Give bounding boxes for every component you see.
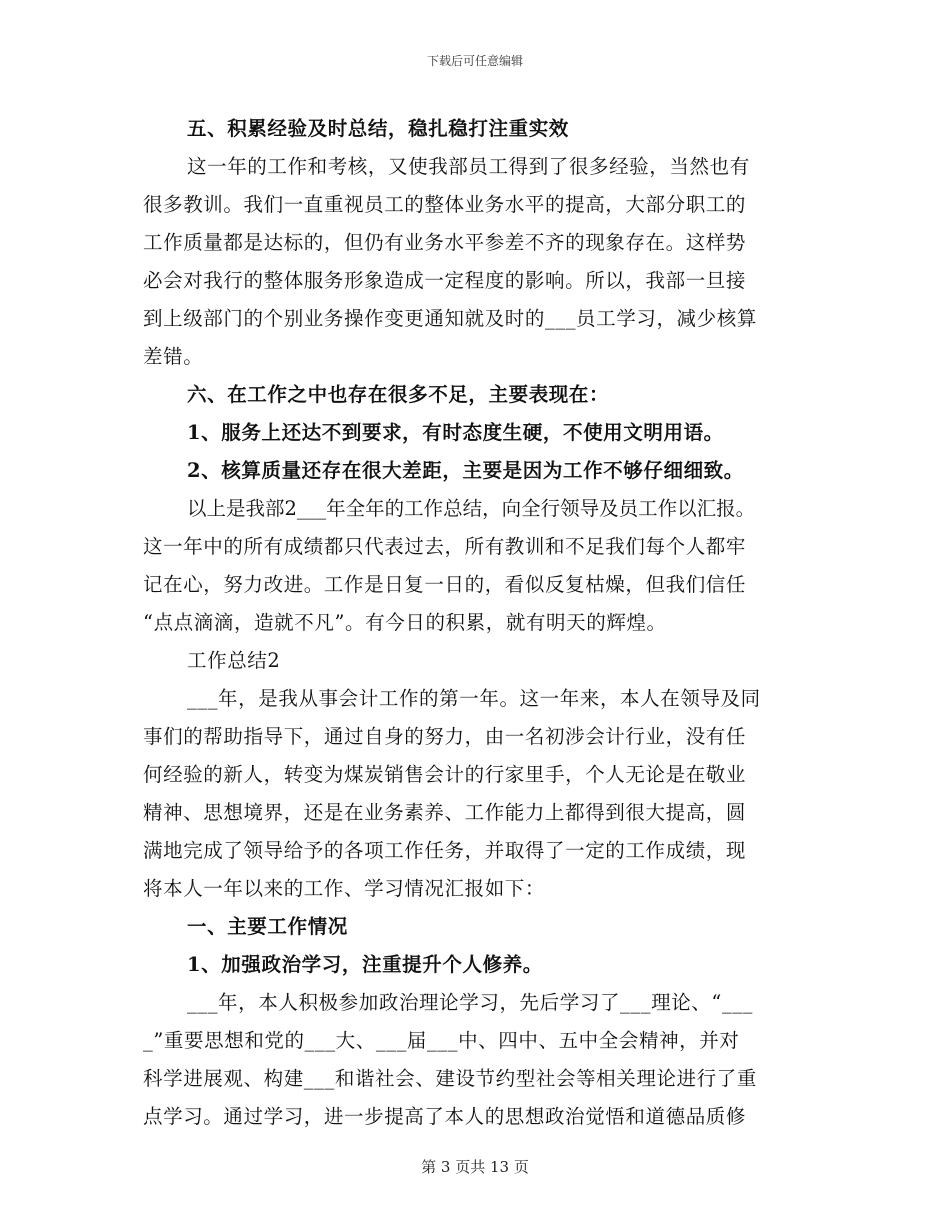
paragraph-line: 科学进展观、构建___和谐社会、建设节约型社会等相关理论进行了重 — [143, 1067, 757, 1090]
section-heading: 一、主要工作情况 — [187, 915, 348, 938]
paragraph-line: “点点滴滴，造就不凡”。有今日的积累，就有明天的辉煌。 — [143, 611, 667, 634]
paragraph-line: 工作质量都是达标的，但仍有业务水平参差不齐的现象存在。这样势 — [143, 231, 747, 254]
paragraph-line: 将本人一年以来的工作、学习情况汇报如下： — [143, 877, 546, 900]
section-heading: 1、加强政治学习，注重提升个人修养。 — [187, 953, 543, 976]
paragraph-line: 这一年中的所有成绩都只代表过去，所有教训和不足我们每个人都牢 — [143, 535, 747, 558]
paragraph-line: 事们的帮助指导下，通过自身的努力，由一名初涉会计行业，没有任 — [143, 725, 747, 748]
paragraph-line: ___年，本人积极参加政治理论学习，先后学习了___理论、“___ — [187, 991, 754, 1014]
paragraph-line: 工作总结2 — [187, 649, 281, 672]
section-heading: 六、在工作之中也存在很多不足，主要表现在： — [187, 383, 610, 406]
paragraph-line: 以上是我部2___年全年的工作总结，向全行领导及员工作以汇报。 — [187, 497, 756, 520]
paragraph-line: 必会对我行的整体服务形象造成一定程度的影响。所以，我部一旦接 — [143, 269, 747, 292]
paragraph-line: 记在心，努力改进。工作是日复一日的，看似反复枯燥，但我们信任 — [143, 573, 747, 596]
paragraph-line: _”重要思想和党的___大、___届___中、四中、五中全会精神，并对 — [143, 1029, 740, 1052]
paragraph-line: 点学习。通过学习，进一步提高了本人的思想政治觉悟和道德品质修 — [143, 1105, 747, 1128]
paragraph-line: 差错。 — [143, 345, 204, 368]
page-footer: 第 3 页共 13 页 — [421, 1158, 529, 1176]
paragraph-line: 到上级部门的个别业务操作变更通知就及时的___员工学习，减少核算 — [143, 307, 757, 330]
paragraph-line: 满地完成了领导给予的各项工作任务，并取得了一定的工作成绩，现 — [143, 839, 747, 862]
page-header: 下载后可任意编辑 — [426, 54, 523, 68]
section-heading: 1、服务上还达不到要求，有时态度生硬，不使用文明用语。 — [187, 421, 724, 444]
paragraph-line: ___年，是我从事会计工作的第一年。这一年来，本人在领导及同 — [187, 687, 761, 710]
paragraph-line: 精神、思想境界，还是在业务素养、工作能力上都得到很大提高，圆 — [143, 801, 747, 824]
paragraph-line: 这一年的工作和考核，又使我部员工得到了很多经验，当然也有 — [187, 155, 750, 178]
paragraph-line: 很多教训。我们一直重视员工的整体业务水平的提高，大部分职工的 — [143, 193, 747, 216]
section-heading: 2、核算质量还存在很大差距，主要是因为工作不够仔细细致。 — [187, 459, 744, 482]
paragraph-line: 何经验的新人，转变为煤炭销售会计的行家里手，个人无论是在敬业 — [143, 763, 747, 786]
document-body — [143, 110, 808, 1136]
section-heading: 五、积累经验及时总结，稳扎稳打注重实效 — [187, 117, 569, 140]
